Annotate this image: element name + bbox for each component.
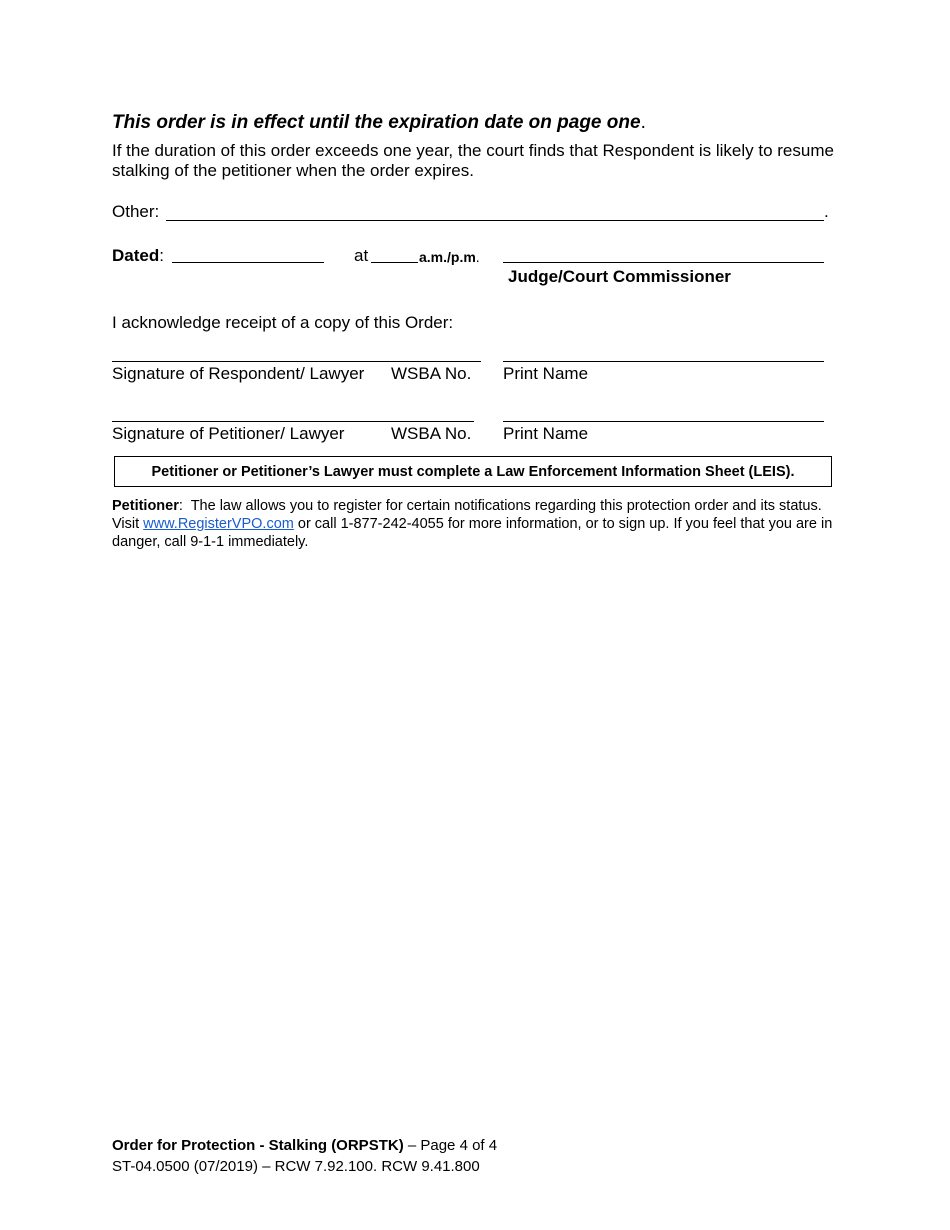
dated-label: Dated — [112, 246, 160, 265]
judge-label: Judge/Court Commissioner — [508, 267, 731, 286]
petitioner-signature-label: Signature of Petitioner/ Lawyer — [112, 424, 345, 443]
footer-title: Order for Protection - Stalking (ORPSTK) — [112, 1137, 404, 1154]
duration-paragraph: If the duration of this order exceeds one year, the court finds that Respondent is likely to resume stalking of the petitioner when the order expires. — [112, 141, 834, 180]
dated-input-line[interactable] — [172, 262, 324, 263]
heading-text: This order is in effect until the expiration date on page one — [112, 112, 641, 133]
petitioner-note-colon: : — [178, 498, 183, 514]
petitioner-note — [112, 497, 842, 551]
petitioner-signature-line[interactable] — [112, 421, 474, 422]
dated-colon: : — [159, 246, 164, 265]
other-input-line[interactable] — [166, 220, 824, 221]
ampm-group — [419, 249, 480, 265]
order-effect-heading — [112, 112, 646, 134]
respondent-wsba-label: WSBA No. — [391, 364, 472, 383]
petitioner-wsba-label: WSBA No. — [391, 424, 472, 443]
judge-signature-line[interactable] — [503, 262, 824, 263]
footer-page: – Page 4 of 4 — [403, 1137, 498, 1154]
dated-label-group — [112, 246, 164, 266]
register-vpo-link[interactable]: www.RegisterVPO.com — [143, 516, 294, 532]
other-period: . — [824, 202, 829, 221]
petitioner-print-name-label: Print Name — [503, 424, 589, 443]
other-label: Other: — [112, 202, 160, 221]
respondent-print-name-label: Print Name — [503, 364, 589, 383]
petitioner-note-text: The law allows you to register for certain notifications regarding this protection order and its status. Visit — [112, 498, 826, 532]
footer-title-line — [112, 1137, 497, 1154]
at-label: at — [354, 246, 369, 265]
petitioner-note-text-after: or call 1-877-242-4055 for more information, or to sign up. If you feel that you are in danger, call 9-1-1 immediately. — [112, 516, 833, 550]
petitioner-print-name-line[interactable] — [503, 421, 824, 422]
respondent-print-name-line[interactable] — [503, 361, 824, 362]
acknowledge-text: I acknowledge receipt of a copy of this Order: — [112, 313, 454, 332]
leis-notice-text: Petitioner or Petitioner’s Lawyer must complete a Law Enforcement Information Sheet (LEIS). — [151, 463, 795, 480]
footer-form-info: ST-04.0500 (07/2019) – RCW 7.92.100. RCW 9.41.800 — [112, 1158, 480, 1175]
time-input-line[interactable] — [371, 262, 418, 263]
ampm-label: a.m./p.m — [419, 249, 476, 265]
petitioner-note-label: Petitioner — [112, 498, 179, 514]
ampm-period: . — [475, 249, 480, 265]
heading-period: . — [640, 112, 646, 133]
respondent-signature-label: Signature of Respondent/ Lawyer — [112, 364, 365, 383]
leis-notice-box — [114, 456, 832, 487]
respondent-signature-line[interactable] — [112, 361, 481, 362]
